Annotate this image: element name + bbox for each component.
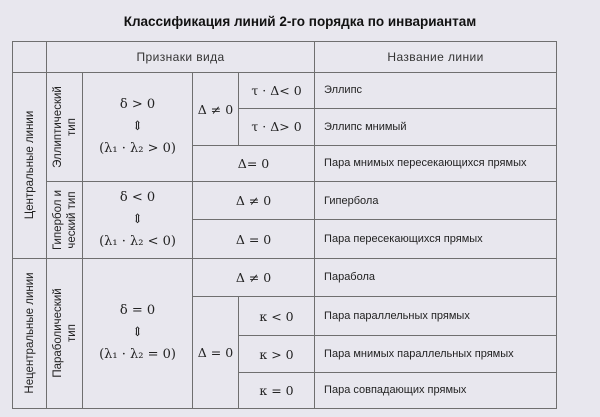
features-header: Признаки вида <box>47 42 315 73</box>
elliptic-type-line1: Эллиптический <box>51 86 64 169</box>
classification-table <box>12 41 557 409</box>
elliptic-type-line2: тип <box>65 118 78 137</box>
parabolic-type-line1: Параболический <box>51 288 64 379</box>
tau-lt-condition: τ · Δ< 0 <box>239 73 315 108</box>
hyperbolic-condition <box>83 182 193 259</box>
equivalence-arrow-icon: ⇕ <box>132 119 143 135</box>
elliptic-lambda: (λ₁ · λ₂ > 0) <box>99 141 176 157</box>
header-corner <box>13 42 47 73</box>
parabolic-type-line2: тип <box>65 324 78 343</box>
table-row <box>13 258 557 296</box>
kappa-lt-condition: κ < 0 <box>239 297 315 336</box>
hyperbolic-lambda: (λ₁ · λ₂ < 0) <box>99 233 176 249</box>
line-name-ellipse: Эллипс <box>315 73 557 108</box>
line-name-imaginary-ellipse: Эллипс мнимый <box>315 108 557 145</box>
kappa-gt-condition: κ > 0 <box>239 336 315 372</box>
table-row <box>13 182 557 220</box>
equivalence-arrow-icon: ⇕ <box>132 211 143 227</box>
line-name-imaginary-parallel: Пара мнимых параллельных прямых <box>315 336 557 372</box>
noncentral-group-cell <box>13 258 47 408</box>
line-name-intersecting: Пара пересекающихся прямых <box>315 220 557 258</box>
hyperbolic-type-cell <box>47 182 83 259</box>
parabolic-type-label <box>51 289 79 378</box>
equivalence-arrow-icon: ⇕ <box>132 325 143 341</box>
hyperbolic-bigdelta-ne0: Δ ≠ 0 <box>193 182 315 220</box>
hyperbolic-type-label <box>51 190 79 250</box>
name-header: Название линии <box>315 42 557 73</box>
line-name-parabola: Парабола <box>315 258 557 296</box>
parabolic-bigdelta-ne0: Δ ≠ 0 <box>193 258 315 296</box>
parabolic-bigdelta-eq0: Δ = 0 <box>193 297 239 409</box>
elliptic-type-label <box>51 86 79 168</box>
page-title: Классификация линий 2-го порядка по инвариантам <box>123 14 477 29</box>
hyperbolic-delta: δ < 0 <box>119 189 156 205</box>
line-name-parallel: Пара параллельных прямых <box>315 297 557 336</box>
line-name-imaginary-intersecting: Пара мнимых пересекающихся прямых <box>315 145 557 181</box>
line-name-coincident: Пара совпадающих прямых <box>315 372 557 408</box>
elliptic-delta: δ > 0 <box>119 97 156 113</box>
line-name-hyperbola: Гипербола <box>315 182 557 220</box>
elliptic-type-cell <box>47 73 83 182</box>
hyperbolic-bigdelta-eq0: Δ = 0 <box>193 220 315 258</box>
parabolic-type-cell <box>47 258 83 408</box>
hyperbolic-type-line2: ческий тип <box>65 191 78 249</box>
central-group-label: Центральные линии <box>23 111 36 220</box>
parabolic-condition <box>83 258 193 408</box>
table-header-row <box>13 42 557 73</box>
table-row <box>13 73 557 108</box>
noncentral-group-label: Нецентральные линии <box>23 272 36 394</box>
central-group-cell <box>13 73 47 258</box>
elliptic-bigdelta-ne0: Δ ≠ 0 <box>193 73 239 146</box>
hyperbolic-type-line1: Гипербол и <box>51 189 64 250</box>
kappa-eq-condition: κ = 0 <box>239 372 315 408</box>
parabolic-lambda: (λ₁ · λ₂ = 0) <box>99 347 176 363</box>
elliptic-condition <box>83 73 193 182</box>
tau-gt-condition: τ · Δ> 0 <box>239 108 315 145</box>
parabolic-delta: δ = 0 <box>119 303 156 319</box>
elliptic-bigdelta-eq0: Δ= 0 <box>193 145 315 181</box>
